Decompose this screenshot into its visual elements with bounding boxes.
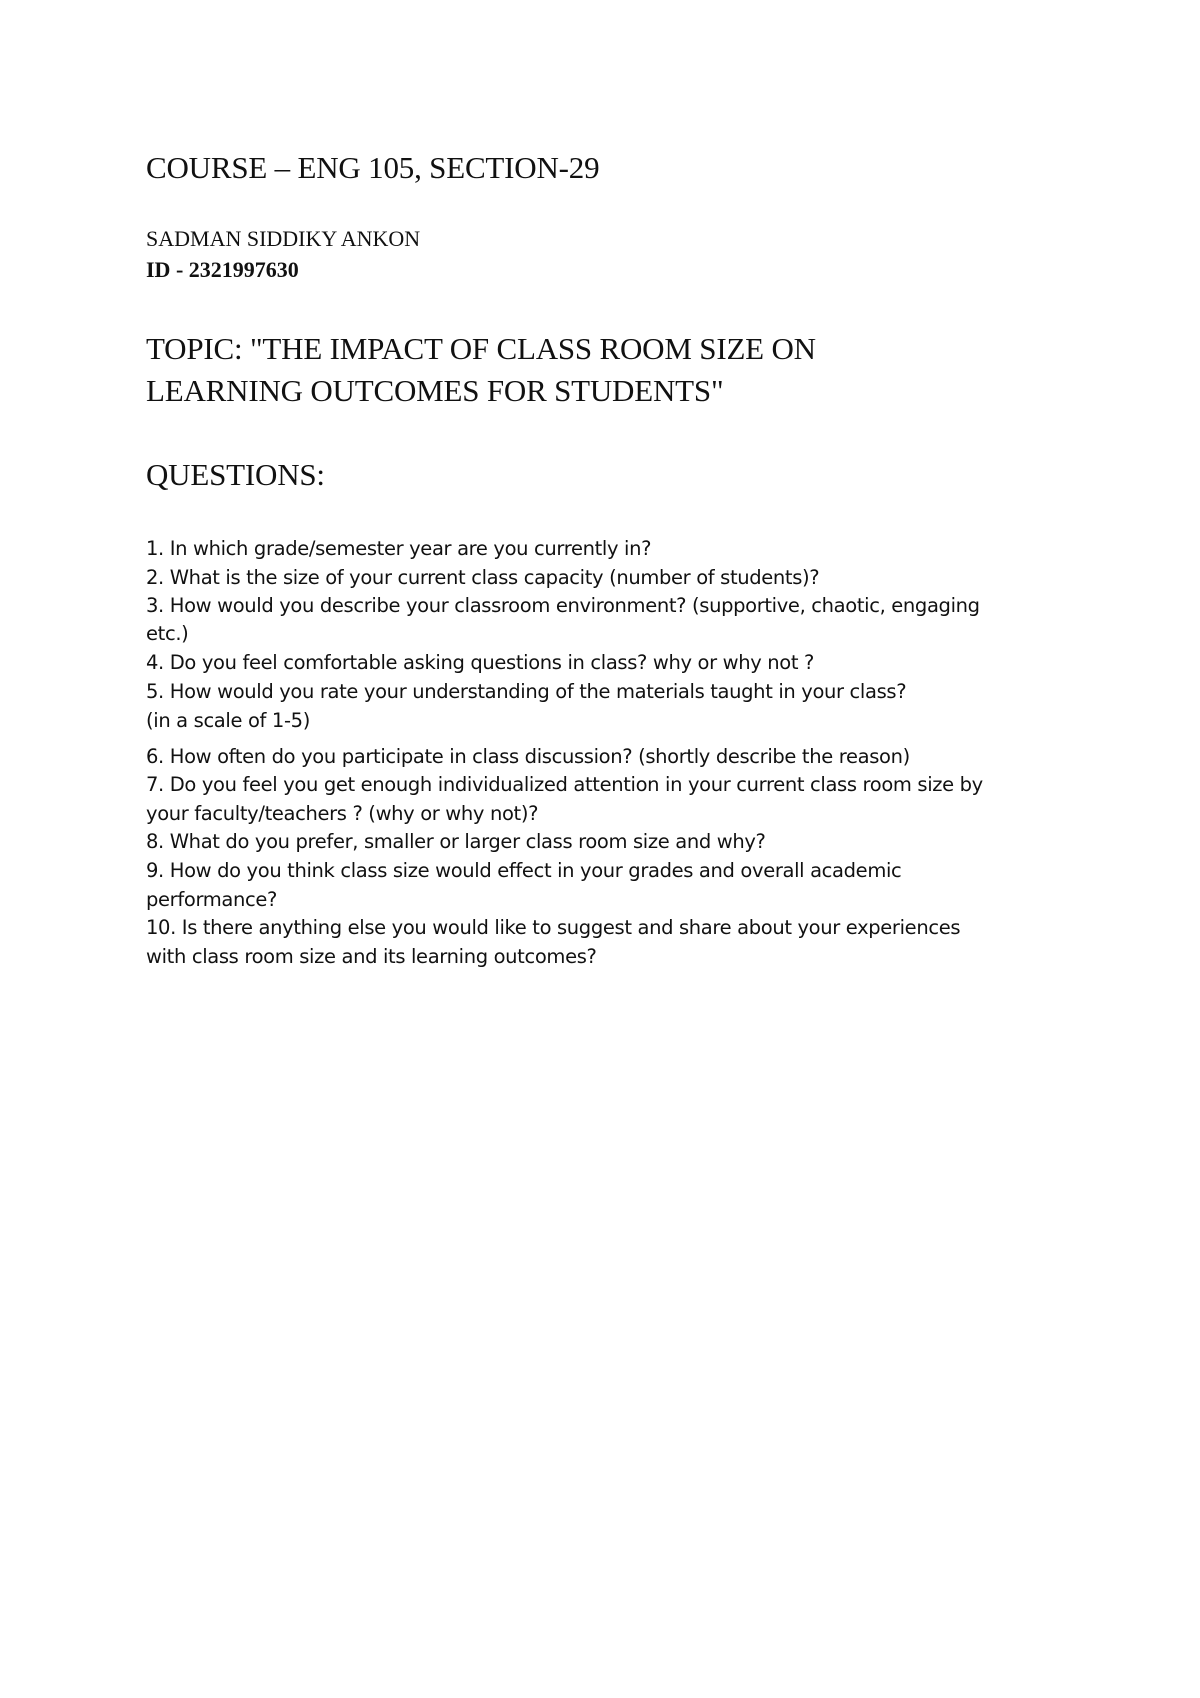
question-item: 6. How often do you participate in class discussion? (shortly describe the reason) (146, 745, 910, 768)
question-item: 3. How would you describe your classroom environment? (supportive, chaotic, engaging (146, 594, 980, 617)
author-name: SADMAN SIDDIKY ANKON (146, 226, 421, 251)
question-item: 7. Do you feel you get enough individualized attention in your current class room size by (146, 773, 983, 796)
course-heading: COURSE – ENG 105, SECTION-29 (146, 150, 600, 185)
questions-heading: QUESTIONS: (146, 457, 325, 492)
question-item-continuation: (in a scale of 1-5) (146, 709, 310, 732)
question-item-continuation: etc.) (146, 622, 189, 645)
question-item-continuation: performance? (146, 888, 278, 911)
question-item-continuation: your faculty/teachers ? (why or why not)? (146, 802, 539, 825)
question-item: 10. Is there anything else you would like to suggest and share about your experiences (146, 916, 961, 939)
question-item: 2. What is the size of your current class capacity (number of students)? (146, 566, 820, 589)
question-item: 4. Do you feel comfortable asking questions in class? why or why not ? (146, 651, 815, 674)
topic-line-1: TOPIC: "THE IMPACT OF CLASS ROOM SIZE ON (146, 331, 816, 366)
question-item: 5. How would you rate your understanding of the materials taught in your class? (146, 680, 907, 703)
student-id: ID - 2321997630 (146, 257, 299, 282)
question-item: 8. What do you prefer, smaller or larger class room size and why? (146, 830, 766, 853)
topic-line-2: LEARNING OUTCOMES FOR STUDENTS" (146, 373, 724, 408)
question-item: 9. How do you think class size would effect in your grades and overall academic (146, 859, 902, 882)
question-item-continuation: with class room size and its learning outcomes? (146, 945, 597, 968)
question-item: 1. In which grade/semester year are you currently in? (146, 537, 652, 560)
